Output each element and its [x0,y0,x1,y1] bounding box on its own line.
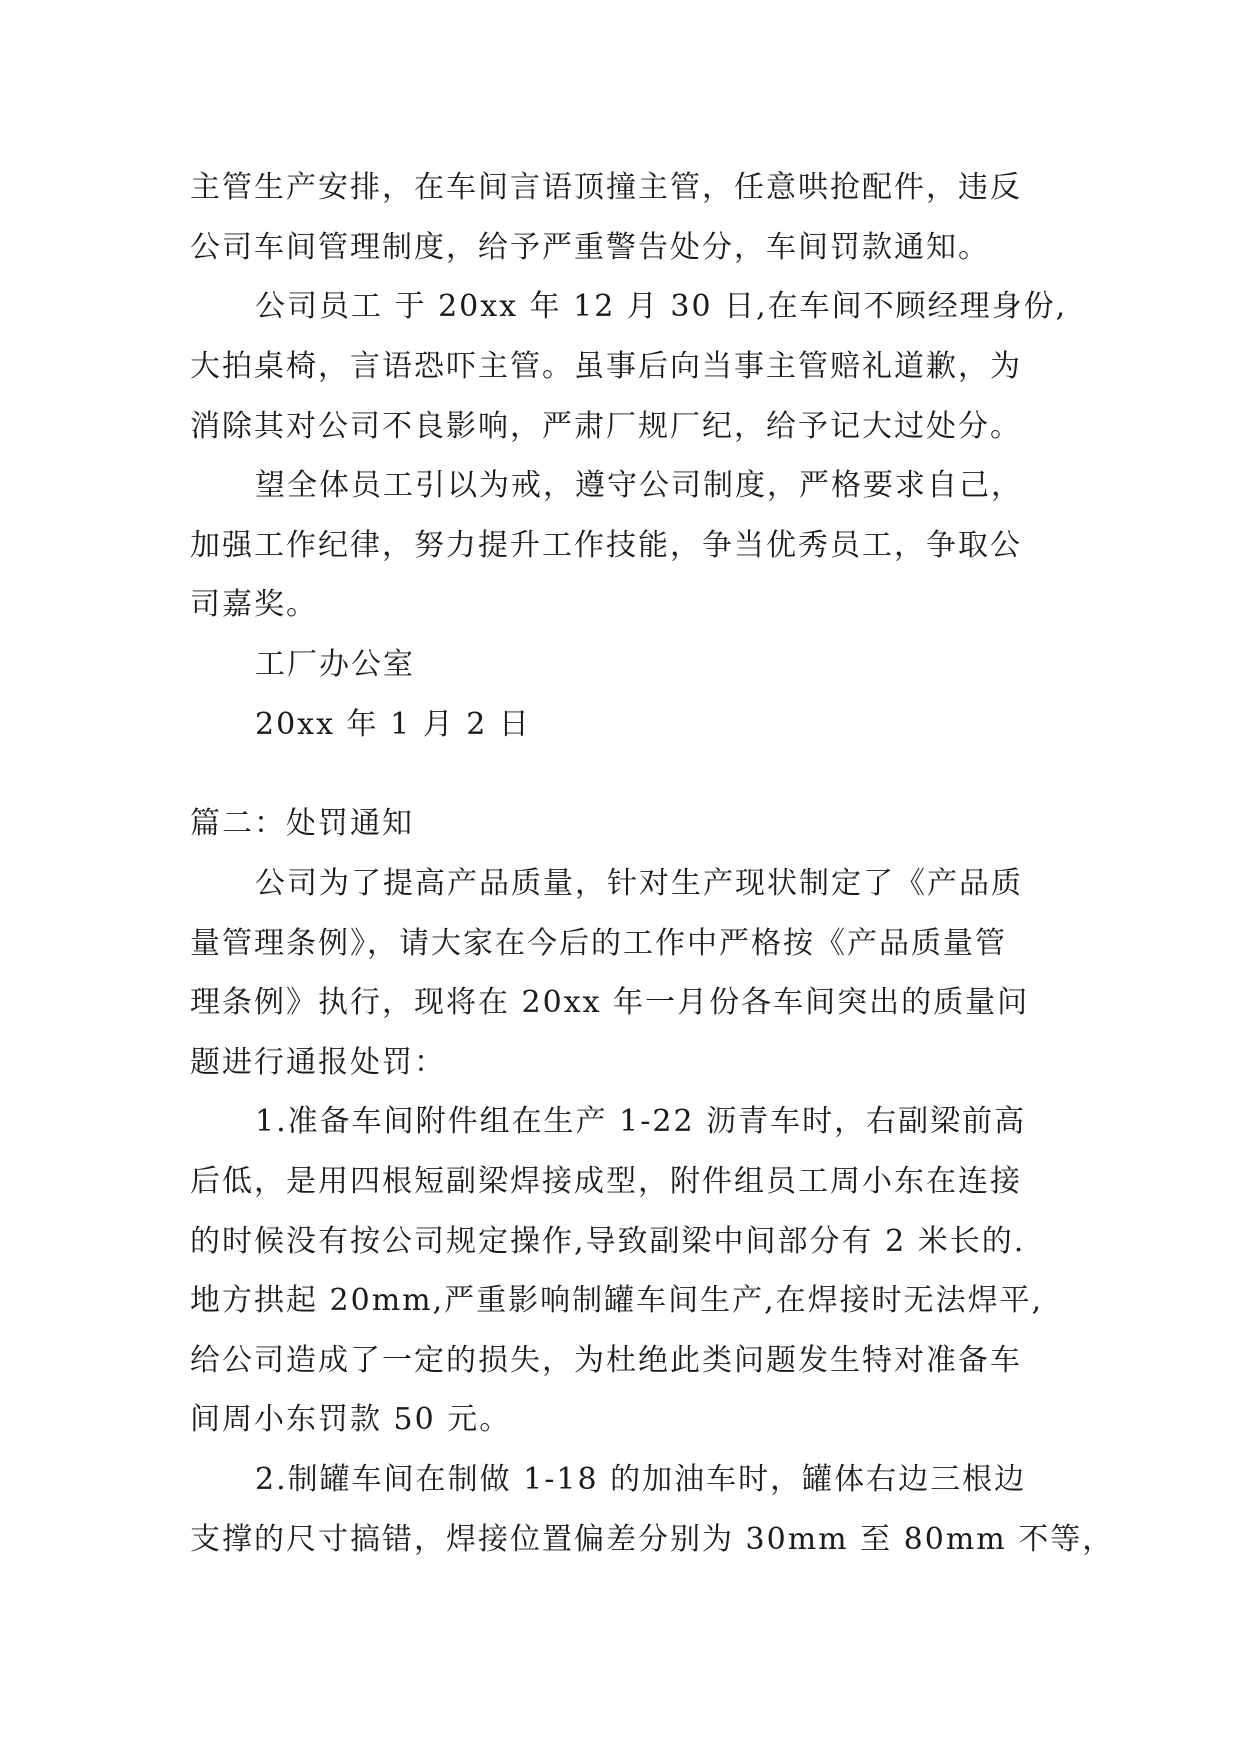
paragraph-line: 公司为了提高产品质量，针对生产现状制定了《产品质 [255,866,1023,901]
paragraph-line: 量管理条例》，请大家在今后的工作中严格按《产品质量管 [190,926,1007,961]
paragraph-line: 大拍桌椅，言语恐吓主管。虽事后向当事主管赔礼道歉，为 [190,349,1022,384]
paragraph-line: 公司车间管理制度，给予严重警告处分，车间罚款通知。 [190,230,990,265]
paragraph-line: 后低，是用四根短副梁焊接成型，附件组员工周小东在连接 [190,1164,1022,1199]
paragraph-line: 地方拱起 20mm,严重影响制罐车间生产,在焊接时无法焊平, [190,1283,1044,1318]
paragraph-line: 支撑的尺寸搞错，焊接位置偏差分别为 30mm 至 80mm 不等， [190,1522,1115,1557]
paragraph-line: 1.准备车间附件组在生产 1-22 沥青车时，右副梁前高 [255,1104,1027,1139]
paragraph-line: 望全体员工引以为戒，遵守公司制度，严格要求自己， [255,468,1023,503]
paragraph-line: 的时候没有按公司规定操作,导致副梁中间部分有 2 米长的. [190,1224,1026,1259]
signature-date: 20xx 年 1 月 2 日 [255,707,531,742]
paragraph-line: 主管生产安排，在车间言语顶撞主管，任意哄抢配件，违反 [190,170,1022,205]
section-heading: 篇二：处罚通知 [190,806,414,841]
paragraph-line: 题进行通报处罚： [190,1045,446,1080]
paragraph-line: 公司员工 于 20xx 年 12 月 30 日,在车间不顾经理身份, [255,289,1068,324]
paragraph-line: 2.制罐车间在制做 1-18 的加油车时，罐体右边三根边 [255,1462,1027,1497]
paragraph-line: 间周小东罚款 50 元。 [190,1402,512,1437]
paragraph-line: 加强工作纪律，努力提升工作技能，争当优秀员工，争取公 [190,528,1022,563]
paragraph-line: 理条例》执行，现将在 20xx 年一月份各车间突出的质量问 [190,985,1030,1020]
paragraph-line: 给公司造成了一定的损失，为杜绝此类问题发生特对准备车 [190,1343,1022,1378]
paragraph-line: 消除其对公司不良影响，严肃厂规厂纪，给予记大过处分。 [190,409,1022,444]
signature-office: 工厂办公室 [255,647,415,682]
paragraph-line: 司嘉奖。 [190,587,318,622]
